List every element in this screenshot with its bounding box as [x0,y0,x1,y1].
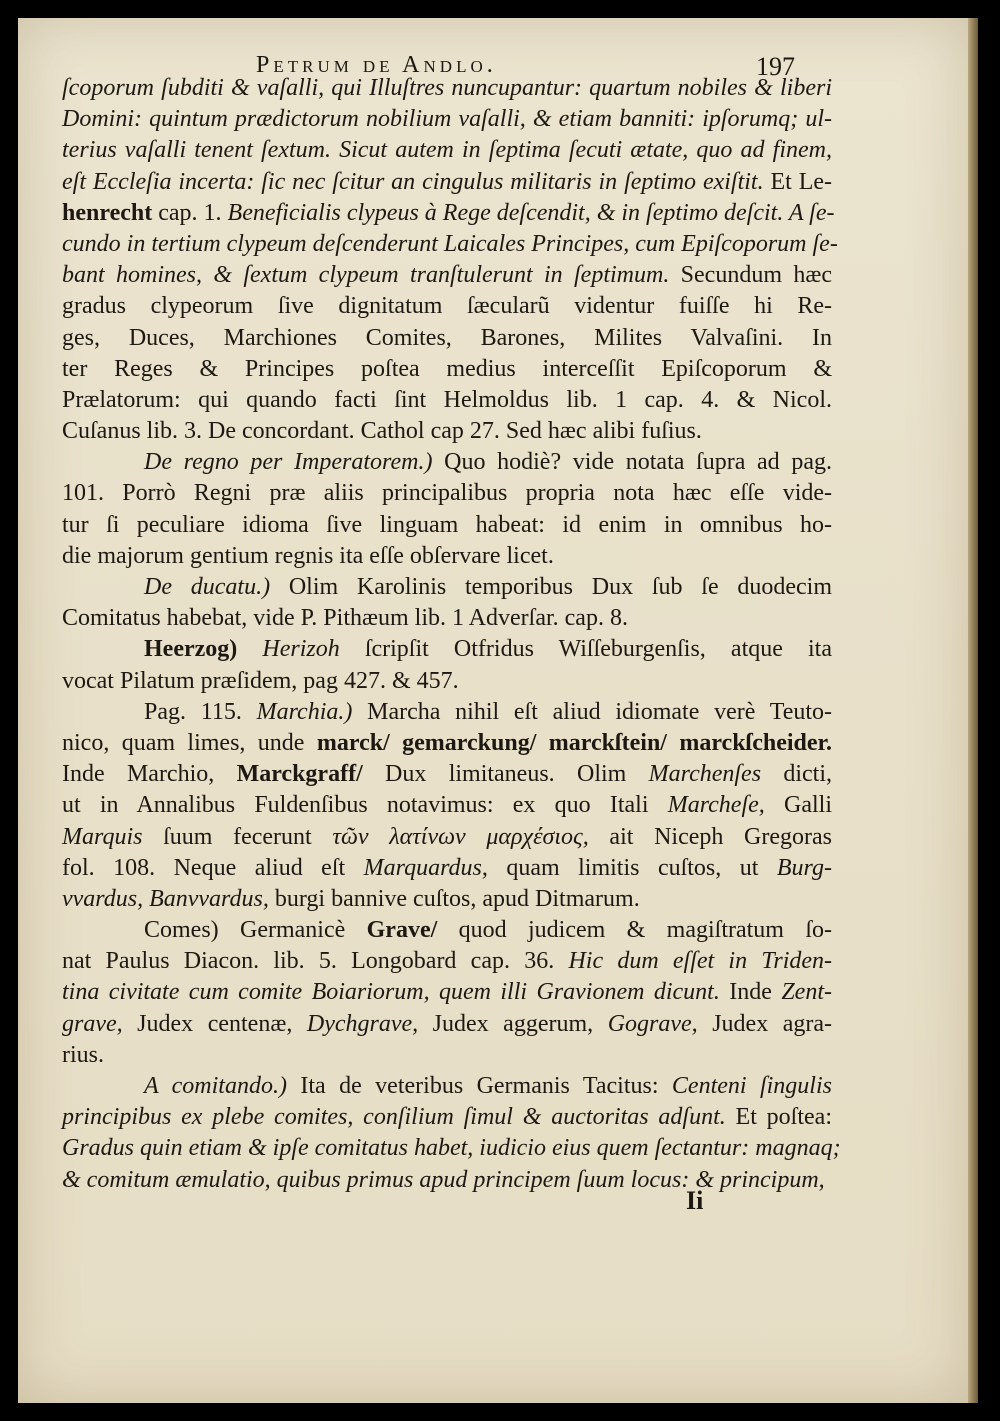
text-segment: Burg- [776,854,832,881]
text-line [62,541,832,572]
text-line [62,946,832,977]
text-segment: Galli [764,792,832,819]
text-segment: eſt Eccleſia incerta: ſic nec ſcitur an cingulus militaris in ſeptimo exiſtit. [62,168,764,195]
text-line [62,416,832,447]
text-segment: Marchenſes [648,761,762,788]
text-segment: dicti, [761,761,833,788]
text-segment: Gradus quin etiam & ipſe comitatus habet, iudicio eius quem ſectantur: magnaq; [62,1135,841,1162]
text-line [62,1165,832,1196]
running-head: Petrum de Andlo. [256,52,497,78]
text-segment: Marchia.) [256,698,353,725]
text-line [62,385,832,416]
text-segment: Grave/ [366,917,438,944]
text-line [62,229,838,260]
text-segment: Judex aggerum, [418,1010,608,1037]
text-segment: quod judicem & magiſtratum ſo- [437,917,832,944]
paragraph [62,915,832,1071]
text-line [62,1133,841,1164]
text-segment: Inde Marchio, [62,761,237,788]
text-line [62,135,832,166]
text-segment: quam limitis cuſtos, ut [487,854,777,881]
text-segment: rius. [62,1041,104,1068]
text-segment: Et Le- [763,168,832,195]
text-segment: Gograve, [607,1010,698,1037]
text-segment: Ita de veteribus Germanis Tacitus: [286,1073,672,1099]
text-body [62,73,841,1196]
text-line [62,634,832,665]
paragraph [62,73,838,447]
text-line [62,790,832,821]
text-segment: terius vaſalli tenent ſextum. Sicut autem in ſeptima ſecuti ætate, quo ad finem, [62,137,832,164]
text-line [62,1071,832,1102]
text-segment: Dux limitaneus. Olim [362,761,649,788]
text-segment: Secundum hæc [669,262,832,289]
paragraph [62,447,832,572]
book-page [18,18,968,1403]
text-line [62,323,832,354]
text-segment: Marquardus, [363,854,488,881]
text-segment: Marcha nihil eſt aliud idiomate verè Teuto- [352,698,833,725]
text-line [62,291,832,322]
text-segment: De regno per Imperatorem.) [144,449,433,476]
text-line [62,510,832,541]
text-segment: cundo in tertium clypeum deſcenderunt Laicales Principes, cum Epiſcoporum ſe- [62,230,838,257]
text-segment: 101. Porrò Regni præ aliis principalibus propria nota hæc eſſe vide- [62,480,832,507]
text-segment: Pag. 115. [144,698,257,725]
text-segment: Comitatus habebat, vide P. Pithæum lib. 1 Adverſar. cap. 8. [62,605,628,632]
text-segment: gradus clypeorum ſive dignitatum ſæcularũ videntur fuiſſe hi Re- [62,293,832,320]
text-segment: De ducatu.) [144,574,271,600]
text-line [62,759,832,790]
text-segment: Olim Karolinis temporibus Dux ſub ſe duodecim [270,574,832,600]
text-segment: vocat Pilatum præſidem, pag 427. & 457. [62,667,459,694]
text-segment: Zent- [781,979,832,1006]
text-segment: tur ſi peculiare idioma ſive linguam habeat: id enim in omnibus ho- [62,511,832,538]
text-line [62,697,832,728]
text-segment: Cuſanus lib. 3. De concordant. Cathol cap 27. Sed hæc alibi fuſius. [62,418,702,445]
text-line [62,603,832,634]
text-segment: fol. 108. Neque aliud eſt [62,854,364,881]
text-line [62,728,832,759]
text-segment: ſuum fecerunt [142,823,333,850]
paragraph [62,1071,841,1196]
text-line [62,1009,832,1040]
page-edge [968,18,978,1403]
text-line [62,1102,832,1133]
text-line [62,198,835,229]
text-segment: Herizoh [237,636,340,663]
text-segment: Quo hodiè? vide notata ſupra ad pag. [432,449,832,476]
text-line [62,73,832,104]
text-segment: Domini: quintum prædictorum nobilium vaſalli, & etiam banniti: ipſorumq; ul- [62,106,832,133]
text-line [62,1040,832,1071]
text-segment: vvardus, Banvvardus, [62,885,269,912]
text-line [62,884,832,915]
text-segment: grave, [62,1010,123,1037]
text-segment: Inde [719,979,782,1006]
paragraph [62,634,832,696]
text-line [62,977,832,1008]
text-segment: Marquis [62,823,143,850]
text-segment: τῶν λατίνων μαρχέσιος, [332,823,589,850]
text-segment: Comes) Germanicè [144,917,367,944]
text-segment: ait Niceph Gregoras [588,823,832,850]
text-segment: Judex agra- [697,1010,833,1037]
text-segment: Marcheſe, [667,792,765,819]
text-segment: Heerzog) [144,636,238,663]
text-segment: cap. 1. [152,199,228,226]
text-segment: & comitum æmulatio, quibus primus apud principem ſuum locus: & principum, [62,1166,825,1193]
paragraph [62,697,832,915]
text-line [62,478,832,509]
text-line [62,853,832,884]
text-segment: Prælatorum: qui quando facti ſint Helmoldus lib. 1 cap. 4. & Nicol. [62,386,832,413]
text-line [62,822,832,853]
text-segment: bant homines, & ſextum clypeum tranſtulerunt in ſeptimum. [62,262,670,289]
text-segment: ges, Duces, Marchiones Comites, Barones, Milites Valvaſini. In [62,324,832,351]
text-segment: burgi bannive cuſtos, apud Ditmarum. [268,885,640,912]
text-segment: die majorum gentium regnis ita eſſe obſervare licet. [62,542,554,569]
page-number: 197 [756,52,795,81]
text-segment: ſcripſit Otfridus Wiſſeburgenſis, atque ita [339,636,832,663]
text-segment: Hic dum eſſet in Triden- [568,948,833,975]
text-line [62,260,832,291]
signature-mark: Ii [686,1186,704,1215]
text-segment: nico, quam limes, unde [62,729,317,756]
text-segment: nat Paulus Diacon. lib. 5. Longobard cap. 36. [62,948,569,975]
text-line [62,104,832,135]
text-segment: Dychgrave, [306,1010,419,1037]
text-segment: ſcoporum ſubditi & vaſalli, qui Illuſtres nuncupantur: quartum nobiles & liberi [62,75,832,101]
text-segment: ut in Annalibus Fuldenſibus notavimus: ex quo Itali [62,792,668,819]
text-line [62,915,832,946]
text-segment: henrecht [62,199,153,226]
text-segment: Judex centenæ, [122,1010,307,1037]
text-segment: tina civitate cum comite Boiariorum, quem illi Gravionem dicunt. [62,979,720,1006]
text-segment: principibus ex plebe comites, conſilium ſimul & auctoritas adſunt. [62,1104,726,1131]
text-line [62,354,832,385]
text-line [62,167,832,198]
text-segment: Beneficialis clypeus à Rege deſcendit, & in ſeptimo deſcit. A ſe- [227,199,835,226]
text-line [62,572,832,603]
text-segment: marck/ gemarckung/ marckſtein/ marckſcheider. [316,729,832,756]
paragraph [62,572,832,634]
text-segment: Marckgraff/ [236,761,363,788]
text-line [62,666,832,697]
text-segment: ter Reges & Principes poſtea medius interceſſit Epiſcoporum & [62,355,832,382]
text-segment: A comitando.) [144,1073,287,1099]
text-segment: Centeni ſingulis [671,1073,832,1099]
text-segment: Et poſtea: [725,1104,832,1131]
text-line [62,447,832,478]
